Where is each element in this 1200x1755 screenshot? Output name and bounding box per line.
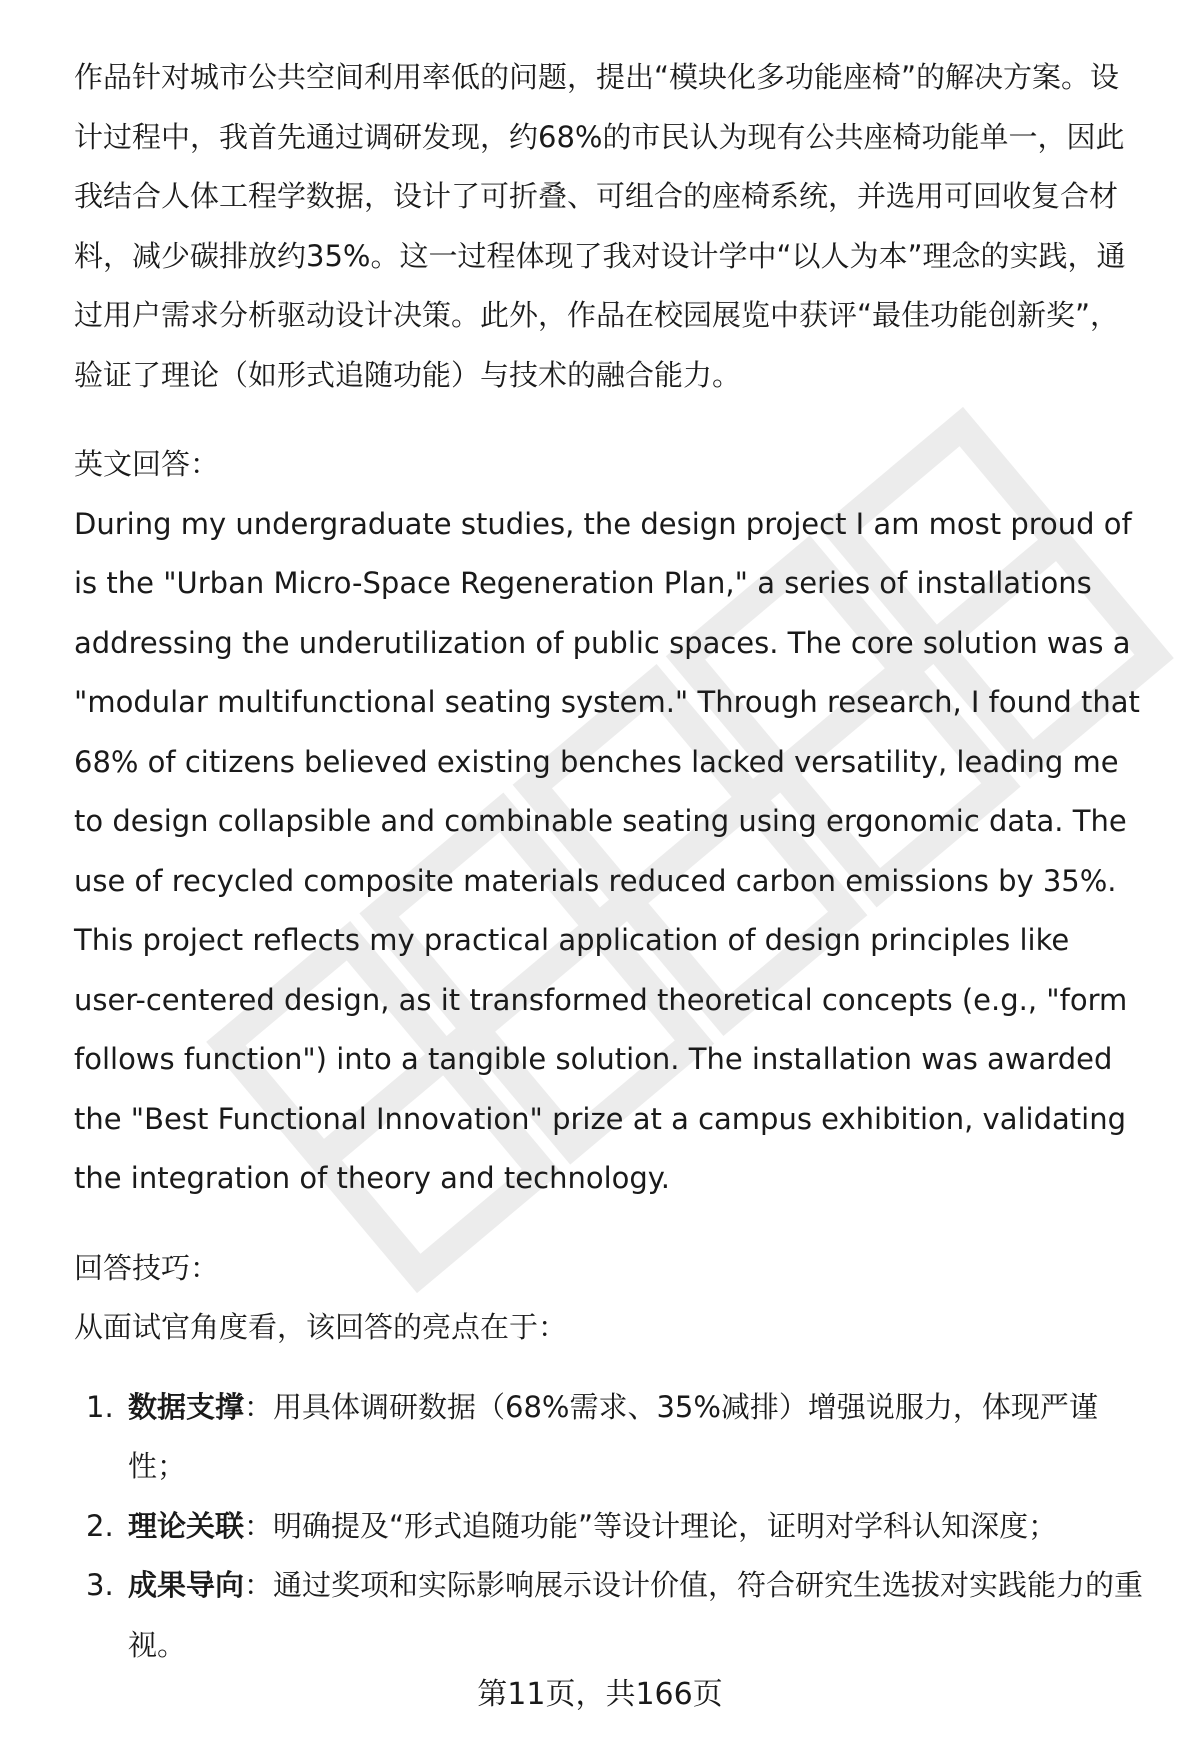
- list-item: [74, 1378, 1146, 1497]
- tip-text: ：通过奖项和实际影响展示设计价值，符合研究生选拔对实践能力的重视。: [128, 1568, 1144, 1662]
- page-content: [74, 48, 1146, 1675]
- tip-title: 理论关联: [128, 1508, 245, 1543]
- chinese-answer-paragraph: 作品针对城市公共空间利用率低的问题，提出“模块化多功能座椅”的解决方案。设计过程中，我首先通过调研发现，约68%的市民认为现有公共座椅功能单一，因此我结合人体工程学数据，设计了可折叠、可组合的座椅系统，并选用可回收复合材料，减少碳排放约35%。这一过程体现了我对设计学中“以人为本”理念的实践，通过用户需求分析驱动设计决策。此外，作品在校园展览中获评“最佳功能创新奖”，验证了理论（如形式追随功能）与技术的融合能力。: [74, 60, 1126, 392]
- tips-label: 回答技巧：: [74, 1250, 220, 1285]
- tip-title: 数据支撑: [128, 1389, 245, 1424]
- tips-list: [74, 1378, 1146, 1676]
- tip-title: 成果导向: [128, 1568, 245, 1602]
- tip-text: ：明确提及“形式追随功能”等设计理论，证明对学科认知深度；: [244, 1508, 1058, 1543]
- list-number: 2.: [86, 1508, 114, 1543]
- page-footer: 第11页，共166页: [477, 1677, 723, 1712]
- tips-intro: 从面试官角度看，该回答的亮点在于：: [74, 1310, 568, 1344]
- tip-text: ：用具体调研数据（68%需求、35%减排）增强说服力，体现严谨性；: [128, 1389, 1098, 1483]
- list-number: 3.: [86, 1568, 114, 1602]
- list-item: [74, 1556, 1146, 1675]
- list-number: 1.: [86, 1389, 114, 1424]
- english-answer-paragraph: During my undergraduate studies, the design project I am most proud of is the "Urban Micro-Space Regeneration Plan," a series of installations addressing the underutilization of public spaces. The core solution was a "modular multifunctional seating system." Through research, I found that 68% of citizens believed existing benches lacked versatility, leading me to design collapsible and combinable seating using ergonomic data. The use of recycled composite materials reduced carbon emissions by 35%. This project reflects my practical application of design principles like user-centered design, as it transformed theoretical concepts (e.g., "form follows function") into a tangible solution. The installation was awarded the "Best Functional Innovation" prize at a campus exhibition, validating the integration of theory and technology.: [74, 506, 1140, 1195]
- list-item: [74, 1497, 1146, 1557]
- english-answer-label: 英文回答：: [74, 447, 220, 481]
